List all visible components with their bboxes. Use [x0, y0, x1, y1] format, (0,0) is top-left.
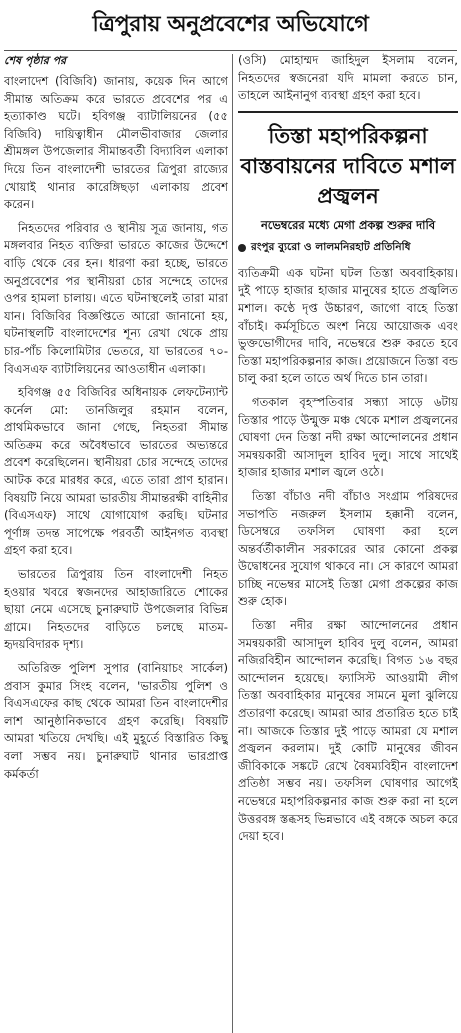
continued-label: শেষ পৃষ্ঠার পর: [4, 54, 67, 67]
byline-text: রংপুর ব্যুরো ও লালমনিরহাট প্রতিনিধি: [251, 240, 411, 253]
article-paragraph: হবিগঞ্জ ৫৫ বিজিবির অধিনায়ক লেফটেন্যান্ট কর্নেল মো: তানজিলুর রহমান বলেন, প্রাথমিকভাবে জানা গেছে, নিহতরা সীমান্ত অতিক্রম করে অবৈধভাবে ভারতের অভ্যন্তরে প্রবেশ করেছিলেন। স্থানীয়রা চোর সন্দেহে তাদের আটক করে মারধর করে, এতে তারা প্রাণ হারান। বিষয়টি নিয়ে আমরা ভারতীয় সীমান্তরক্ষী বাহিনীর (বিএসএফ) সাথে যোগাযোগ করছি। ঘটনার পূর্ণাঙ্গ তদন্ত সাপেক্ষে পরবর্তী আইনগত ব্যবস্থা গ্রহণ করা হবে।: [4, 385, 228, 558]
column-divider: [232, 54, 233, 1033]
article-paragraph: (ওসি) মোহাম্মদ জাহিদুল ইসলাম বলেন, নিহতদের স্বজনেরা যদি মামলা করতে চান, তাহলে আইনানুগ ব্যবস্থা গ্রহণ করা হবে।: [238, 53, 458, 103]
article-paragraph: ভারতের ত্রিপুরায় তিন বাংলাদেশী নিহত হওয়ার খবরে স্বজনদের আহাজারিতে শোকের ছায়া নেমে এসেছে চুনারুঘাট উপজেলার বিভিন্ন গ্রামে। নিহতদের বাড়িতে চলছে মাতম- হৃদয়বিদারক দৃশ্য।: [4, 567, 228, 652]
headline-rule: [4, 50, 457, 51]
story-headline: তিস্তা মহাপরিকল্পনা বাস্তবায়নের দাবিতে মশাল প্রজ্বলন: [238, 111, 458, 211]
article-paragraph: গতকাল বৃহস্পতিবার সন্ধ্যা সাড়ে ৬টায় তিস্তার পাড়ে উন্মুক্ত মঞ্চ থেকে মশাল প্রজ্বলনের ঘোষণা দেন তিস্তা নদী রক্ষা আন্দোলনের প্রধান সমন্বয়কারী আসাদুল হাবিব দুলু। সাথে সাথেই হাজার হাজার মশাল জ্বলে ওঠে।: [238, 394, 458, 480]
byline: [238, 240, 458, 257]
story-subhead: নভেম্বরের মধ্যে মেগা প্রকল্প শুরুর দাবি: [260, 217, 436, 232]
article-paragraph: তিস্তা বাঁচাও নদী বাঁচাও সংগ্রাম পরিষদের সভাপতি নজরুল ইসলাম হক্কানী বলেন, ডিসেম্বরে তফসিল ঘোষণা করা হলে অন্তর্বর্তীকালীন সরকারের আর কোনো প্রকল্প উদ্বোধনের সুযোগ থাকবে না। সে কারণে আমরা চাচ্ছি নভেম্বর মাসেই তিস্তা মেগা প্রকল্পের কাজ শুরু হোক।: [238, 488, 458, 609]
bullet-icon: [238, 244, 246, 252]
left-column: [4, 52, 228, 1033]
article-paragraph: ব্যতিক্রমী এক ঘটনা ঘটল তিস্তা অববাহিকায়। দুই পাড়ে হাজার হাজার মানুষের হাতে প্রজ্বলিত মশাল। কণ্ঠে দৃপ্ত উচ্চারণ, জাগো বাহে তিস্তা বাঁচাই। কর্মসূচিতে অংশ নিয়ে আয়োজক এবং ভুক্তভোগীদের দাবি, নভেম্বরে শুরু করতে হবে তিস্তা মহাপরিকল্পনার কাজ। প্রয়োজনে তিস্তা বন্ড চালু করা হলে তাতে অর্থ দিতে চান তারা।: [238, 265, 458, 386]
article-paragraph: অতিরিক্ত পুলিশ সুপার (বানিয়াচং সার্কেল) প্রবাস কুমার সিংহ বলেন, 'ভারতীয় পুলিশ ও বিএসএফের কাছ থেকে আমরা তিন বাংলাদেশীর লাশ আনুষ্ঠানিকভাবে গ্রহণ করেছি। বিষয়টি আমরা খতিয়ে দেখছি। এই মুহূর্তে বিস্তারিত কিছু বলা সম্ভব নয়। চুনারুঘাট থানার ভারপ্রাপ্ত কর্মকর্তা: [4, 661, 228, 781]
article-paragraph: বাংলাদেশ (বিজিবি) জানায়, কয়েক দিন আগে সীমান্ত অতিক্রম করে ভারতে প্রবেশের পর এ হত্যাকাণ্ড ঘটে। হবিগঞ্জ ব্যাটালিয়নের (৫৫ বিজিবি) দায়িত্বাধীন মৌলভীবাজার জেলার শ্রীমঙ্গল উপজেলার সীমান্তবর্তী বিদ্যাবিল এলাকা দিয়ে তিন বাংলাদেশী ভারতের ত্রিপুরা রাজ্যের খোয়াই থানার কারেঙ্গিছড়া এলাকায় প্রবেশ করেন।: [4, 74, 228, 212]
article-paragraph: নিহতদের পরিবার ও স্থানীয় সূত্র জানায়, গত মঙ্গলবার নিহত ব্যক্তিরা ভারতে কাজের উদ্দেশে বাড়ি থেকে বের হন। ধারণা করা হচ্ছে, ভারতে অনুপ্রবেশের পর স্থানীয়রা চোর সন্দেহে তাদের ওপর হামলা চালায়। এতে ঘটনাস্থলেই তারা মারা যান। বিজিবির বিজ্ঞপ্তিতে আরো জানানো হয়, ঘটনাস্থলটি বাংলাদেশের শূন্য রেখা থেকে প্রায় চার-পাঁচ কিলোমিটার ভেতরে, যা ভারতের ৭০-বিএসএফ ব্যাটালিয়নের আওতাধীন এলাকা।: [4, 220, 228, 376]
article-paragraph: তিস্তা নদীর রক্ষা আন্দোলনের প্রধান সমন্বয়কারী আসাদুল হাবিব দুলু বলেন, আমরা নজিরবিহীন আন্দোলন করেছি। বিগত ১৬ বছর আন্দোলন হয়েছে। ফ্যাসিস্ট আওয়ামী লীগ তিস্তা অববাহিকার মানুষের সামনে মুলা ঝুলিয়ে প্রতারণা করেছে। আমরা আর প্রতারিত হতে চাই না। আজকে তিস্তার দুই পাড়ে আমরা যে মশাল প্রজ্বলন করলাম। দুই কোটি মানুষের জীবন জীবিকাকে সঙ্কটে রেখে বৈষম্যবিহীন বাংলাদেশ প্রতিষ্ঠা সম্ভব নয়। তফসিল ঘোষণার আগেই নভেম্বরে মহাপরিকল্পনার কাজ শুরু করা না হলে উত্তরবঙ্গ স্তব্ধসহ ভিন্নভাবে এই বঙ্গকে অচল করে দেয়া হবে।: [238, 618, 458, 844]
page-headline: ত্রিপুরায় অনুপ্রবেশের অভিযোগে: [92, 10, 369, 37]
right-column: [238, 52, 458, 1033]
